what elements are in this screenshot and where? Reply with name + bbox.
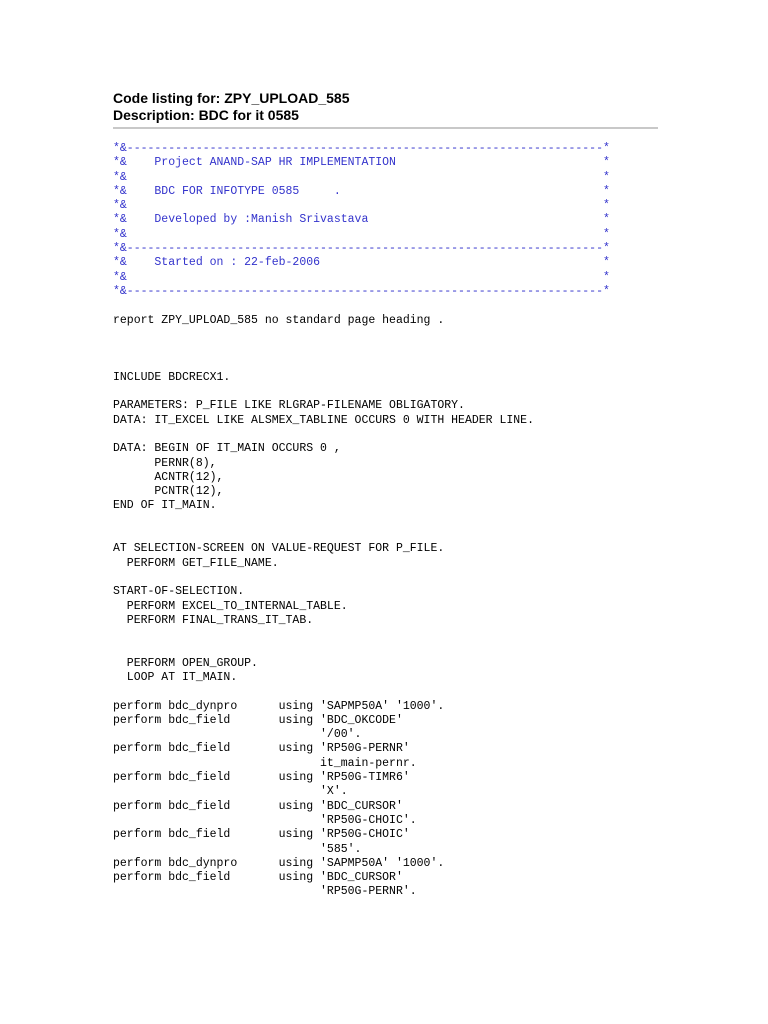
comment-line: *& Started on : 22-feb-2006 * bbox=[113, 256, 610, 270]
code-line: perform bdc_field using 'BDC_CURSOR' bbox=[113, 871, 403, 885]
code-line: '/00'. bbox=[113, 728, 362, 742]
code-line: LOOP AT IT_MAIN. bbox=[113, 670, 238, 684]
comment-line: *&---------------------------------------------------------------------* bbox=[113, 142, 610, 155]
comment-line: *& * bbox=[113, 170, 610, 184]
header-divider bbox=[113, 127, 658, 129]
code-line bbox=[113, 571, 658, 585]
code-line: INCLUDE BDCRECX1. bbox=[113, 370, 231, 384]
comment-line: *& Developed by :Manish Srivastava * bbox=[113, 213, 610, 227]
code-line: report ZPY_UPLOAD_585 no standard page heading . bbox=[113, 313, 445, 327]
comment-line: *& * bbox=[113, 199, 610, 213]
code-line: perform bdc_dynpro using 'SAPMP50A' '1000'. bbox=[113, 856, 445, 870]
comment-line: *&---------------------------------------------------------------------* bbox=[113, 284, 610, 298]
code-line: perform bdc_field using 'RP50G-PERNR' bbox=[113, 742, 410, 756]
comment-line: *& Project ANAND-SAP HR IMPLEMENTATION * bbox=[113, 156, 610, 170]
comment-line: *& * bbox=[113, 227, 610, 241]
code-line: 'X'. bbox=[113, 785, 348, 799]
code-line: perform bdc_field using 'RP50G-CHOIC' bbox=[113, 828, 410, 842]
code-line: PARAMETERS: P_FILE LIKE RLGRAP-FILENAME OBLIGATORY. bbox=[113, 399, 465, 413]
code-line: '585'. bbox=[113, 842, 362, 856]
code-line: 'RP50G-PERNR'. bbox=[113, 885, 417, 899]
code-listing-page bbox=[113, 90, 658, 900]
comment-line: *&---------------------------------------------------------------------* bbox=[113, 242, 610, 256]
code-line bbox=[113, 528, 658, 542]
code-line: 'RP50G-CHOIC'. bbox=[113, 813, 417, 827]
code-line bbox=[113, 328, 658, 342]
comment-line: *& * bbox=[113, 270, 610, 284]
code-line: PERFORM EXCEL_TO_INTERNAL_TABLE. bbox=[113, 599, 348, 613]
code-line bbox=[113, 385, 658, 399]
code-line: PERFORM OPEN_GROUP. bbox=[113, 656, 258, 670]
code-line: END OF IT_MAIN. bbox=[113, 499, 217, 513]
listing-description: Description: BDC for it 0585 bbox=[113, 107, 299, 123]
code-line bbox=[113, 299, 658, 313]
code-line: perform bdc_field using 'RP50G-TIMR6' bbox=[113, 771, 410, 785]
code-line bbox=[113, 685, 658, 699]
code-line: perform bdc_field using 'BDC_CURSOR' bbox=[113, 799, 403, 813]
code-line: ACNTR(12), bbox=[113, 470, 224, 484]
code-line: PERFORM GET_FILE_NAME. bbox=[113, 556, 279, 570]
code-line bbox=[113, 628, 658, 642]
source-code bbox=[113, 299, 658, 899]
code-line: PERFORM FINAL_TRANS_IT_TAB. bbox=[113, 613, 314, 627]
comment-line: *& BDC FOR INFOTYPE 0585 . * bbox=[113, 184, 610, 198]
code-line bbox=[113, 428, 658, 442]
code-line: AT SELECTION-SCREEN ON VALUE-REQUEST FOR P_FILE. bbox=[113, 542, 445, 556]
code-line bbox=[113, 342, 658, 356]
code-line: it_main-pernr. bbox=[113, 756, 417, 770]
code-line: PCNTR(12), bbox=[113, 485, 224, 499]
code-line: START-OF-SELECTION. bbox=[113, 585, 245, 599]
code-line: DATA: BEGIN OF IT_MAIN OCCURS 0 , bbox=[113, 442, 341, 456]
code-line: perform bdc_dynpro using 'SAPMP50A' '1000'. bbox=[113, 699, 445, 713]
listing-title: Code listing for: ZPY_UPLOAD_585 bbox=[113, 90, 350, 106]
code-line: perform bdc_field using 'BDC_OKCODE' bbox=[113, 713, 403, 727]
code-line: PERNR(8), bbox=[113, 456, 217, 470]
code-line bbox=[113, 642, 658, 656]
code-line bbox=[113, 356, 658, 370]
code-line: DATA: IT_EXCEL LIKE ALSMEX_TABLINE OCCURS 0 WITH HEADER LINE. bbox=[113, 413, 534, 427]
code-line bbox=[113, 514, 658, 528]
comment-block bbox=[113, 142, 658, 299]
